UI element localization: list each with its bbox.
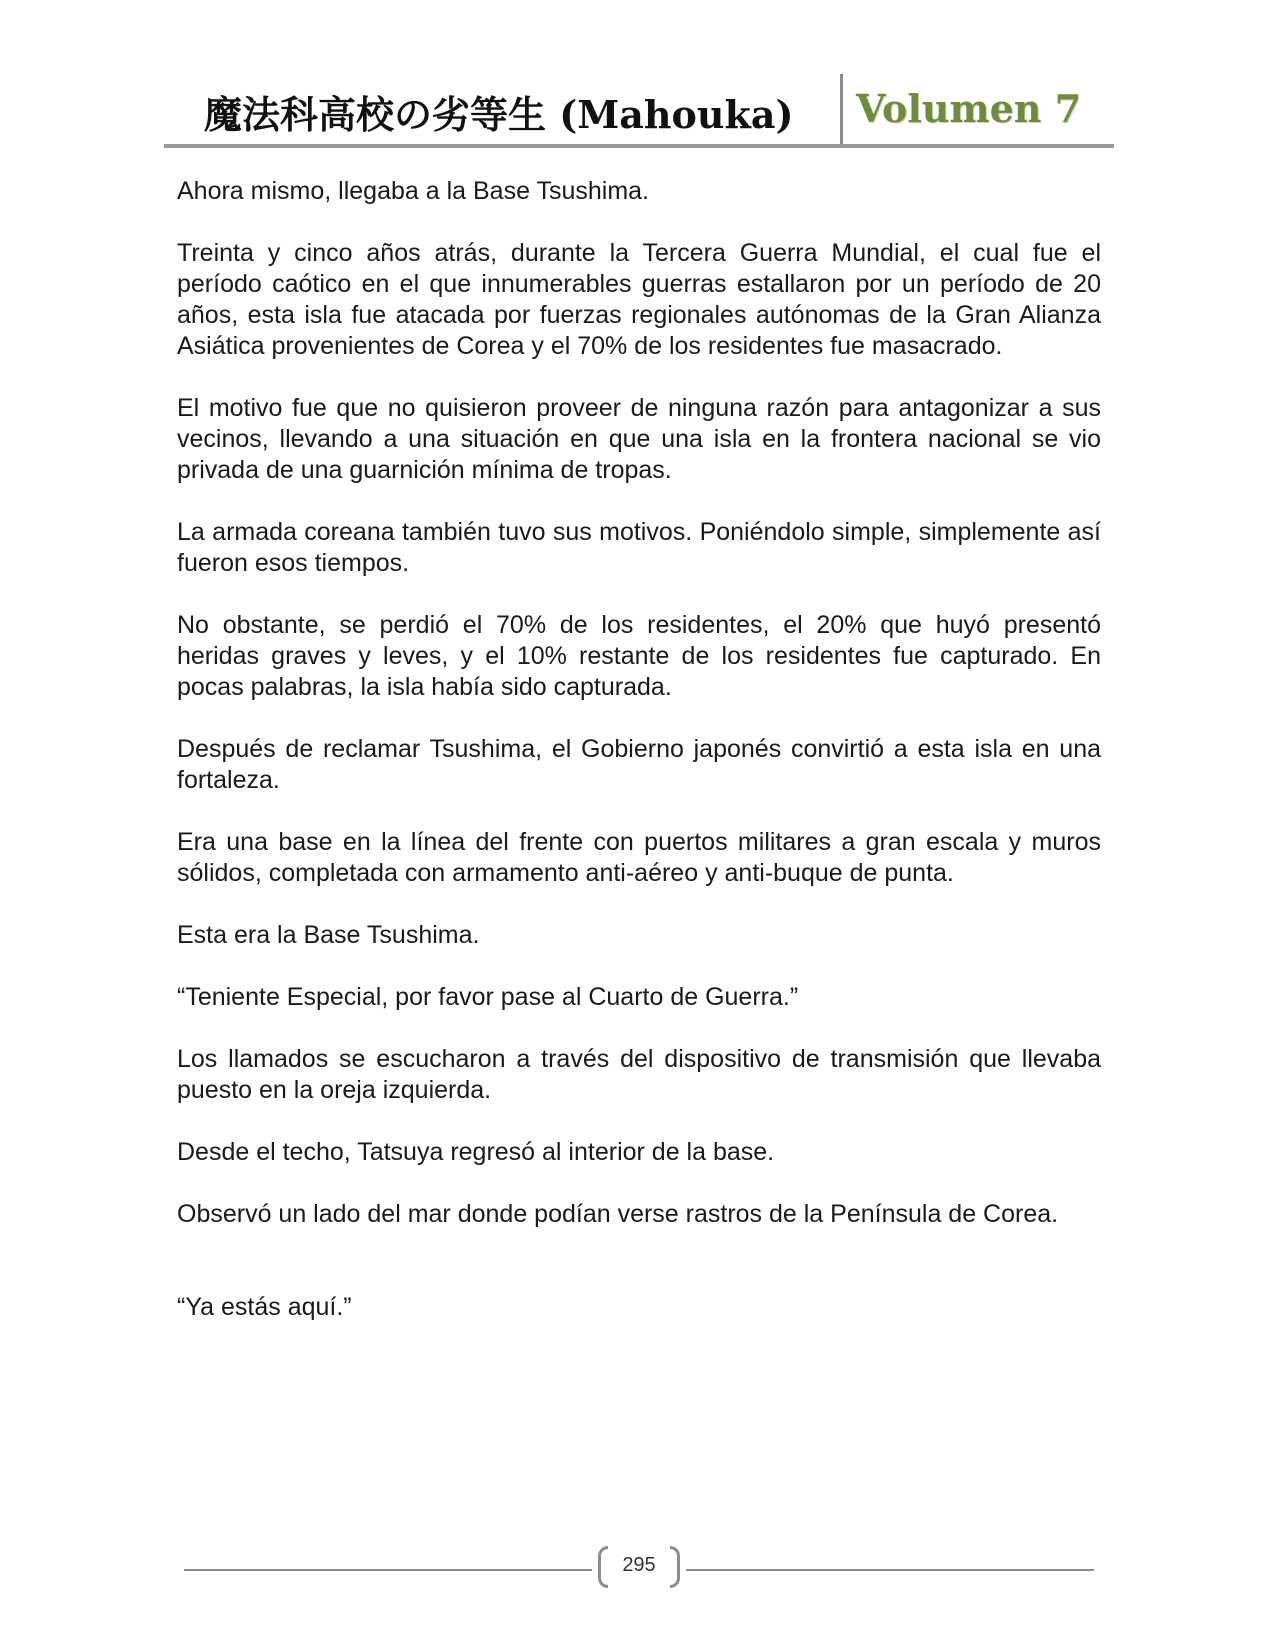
paragraph: Era una base en la línea del frente con puertos militares a gran escala y muros sólidos, completada con armamento anti-aéreo y anti-buque de punta. <box>177 828 1101 887</box>
footer-rule-left <box>184 1569 592 1571</box>
header-divider <box>840 74 843 146</box>
paragraph: Observó un lado del mar donde podían verse rastros de la Península de Corea. <box>177 1200 1059 1228</box>
page-number-box <box>592 1544 686 1594</box>
book-title: 魔法科高校の劣等生 (Mahouka) <box>204 92 794 137</box>
volume-label: Volumen 7 <box>856 86 1082 131</box>
paragraph: Ahora mismo, llegaba a la Base Tsushima. <box>177 177 649 205</box>
page-number: 295 <box>622 1554 656 1576</box>
header-rule <box>164 144 1114 148</box>
paragraph: “Teniente Especial, por favor pase al Cuarto de Guerra.” <box>177 983 799 1011</box>
paragraph: No obstante, se perdió el 70% de los residentes, el 20% que huyó presentó heridas graves y leves, y el 10% restante de los residentes fue capturado. En pocas palabras, la isla había sido capturada. <box>177 611 1101 701</box>
page-header <box>164 70 1114 146</box>
page-body <box>177 176 1101 1354</box>
paragraph: Esta era la Base Tsushima. <box>177 921 480 949</box>
paragraph: Los llamados se escucharon a través del dispositivo de transmisión que llevaba puesto en la oreja izquierda. <box>177 1045 1101 1104</box>
paragraph: El motivo fue que no quisieron proveer de ninguna razón para antagonizar a sus vecinos, llevando a una situación en que una isla en la frontera nacional se vio privada de una guarnición mínima de tropas. <box>177 394 1101 484</box>
paragraph: La armada coreana también tuvo sus motivos. Poniéndolo simple, simplemente así fueron esos tiempos. <box>177 518 1101 577</box>
footer-rule-right <box>686 1569 1094 1571</box>
page-footer <box>184 1544 1094 1594</box>
paragraph: Desde el techo, Tatsuya regresó al interior de la base. <box>177 1138 775 1166</box>
paragraph: Treinta y cinco años atrás, durante la Tercera Guerra Mundial, el cual fue el período caótico en el que innumerables guerras estallaron por un período de 20 años, esta isla fue atacada por fuerzas regionales autónomas de la Gran Alianza Asiática provenientes de Corea y el 70% de los residentes fue masacrado. <box>177 239 1101 360</box>
paragraph: Después de reclamar Tsushima, el Gobierno japonés convirtió a esta isla en una fortaleza. <box>177 735 1101 794</box>
close-bracket-icon <box>670 1546 680 1588</box>
paragraph: “Ya estás aquí.” <box>177 1293 352 1321</box>
